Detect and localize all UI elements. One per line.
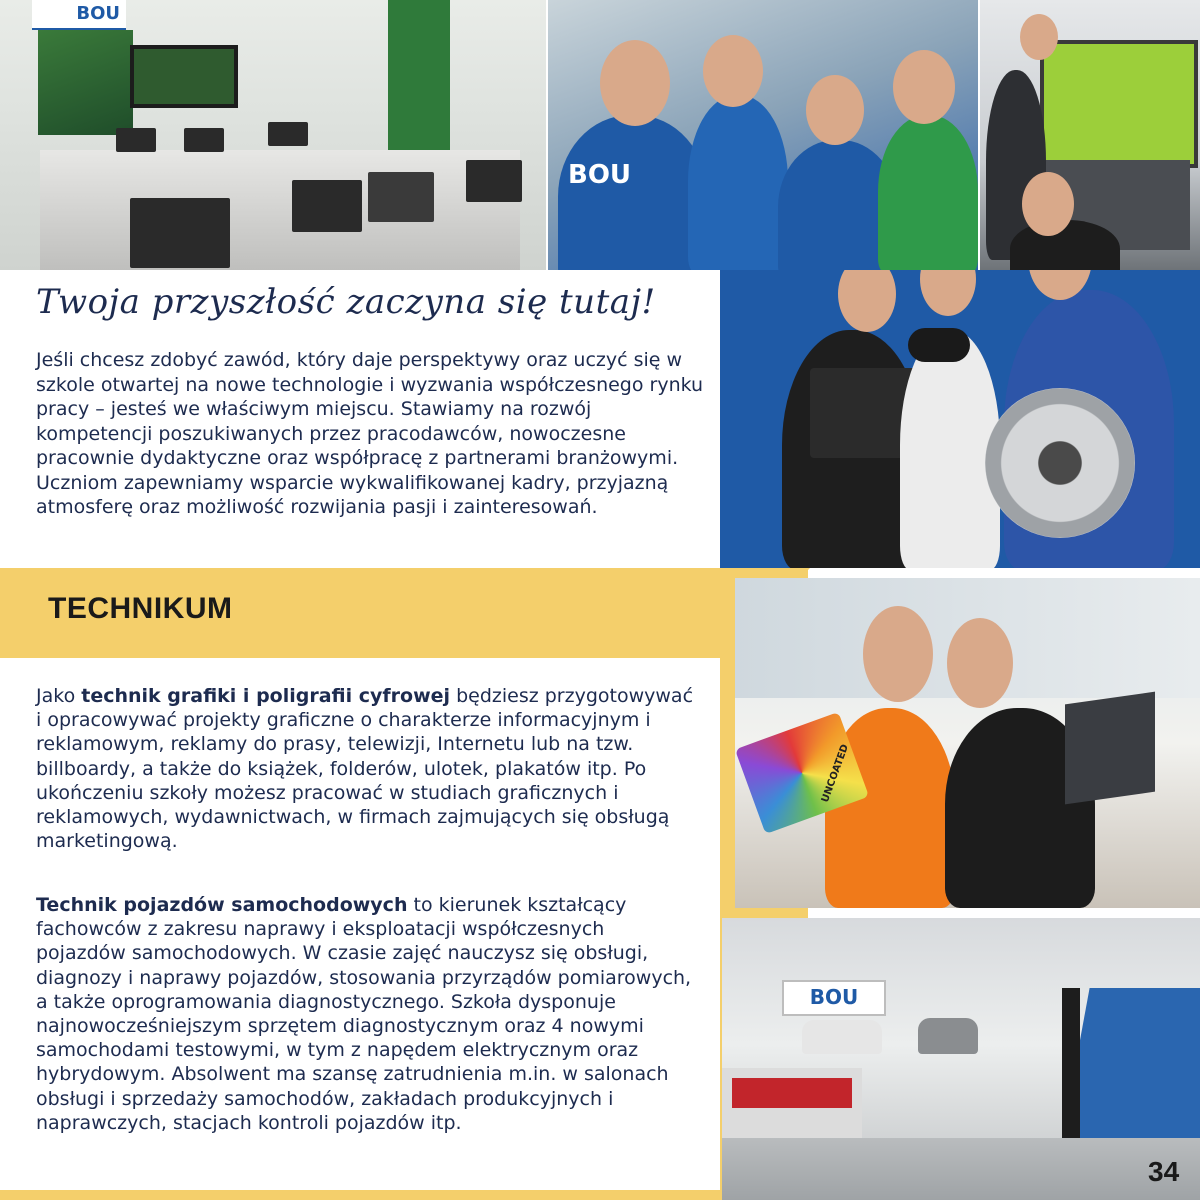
diagnostic-bench [1040,40,1198,168]
hair-dryer [908,328,970,362]
student [900,330,1000,568]
student-green-shirt [878,115,978,270]
student-head [947,618,1013,708]
graphics-technician-name: technik grafiki i poligrafii cyfrowej [81,685,451,707]
tool-cases [732,1078,852,1108]
diagnostic-stand [1062,988,1200,1138]
instructor-head [1020,14,1058,60]
student-head [893,50,955,124]
student-head [600,40,670,126]
laptop [466,160,522,202]
workshop-logo: BOU [782,980,886,1016]
school-logo: BOU [32,0,126,30]
vehicle-technician-paragraph [36,893,696,1135]
page-number: 34 [1148,1156,1180,1187]
laptop [368,172,434,222]
green-banner [38,30,133,135]
shirt-logo: BOU [568,160,632,190]
workshop-instructor-photo [980,0,1200,270]
student [688,95,788,270]
student [558,115,708,270]
section-title: TECHNIKUM [48,592,233,625]
student-head [806,75,864,145]
graphics-students-photo [735,578,1200,908]
paragraph1-text: będziesz przygotowywać i opracowywać projekty graficzne o charakterze informacyjnym i reklamowym, reklamy do prasy, telewizji, Internetu lub na tzw. billboardy, a także do książek, folderów, ulotek, plakatów itp. Po ukończeniu szkoły możesz pracować w studiach graficznych i reklamowych, wydawnictwach, w firmach zajmujących się obsługą marketingową. [36,685,694,853]
student-head [703,35,763,107]
student-head [1022,172,1074,236]
laptop [116,128,156,152]
test-car [802,1020,882,1054]
laptop [1065,692,1155,805]
graphics-technician-paragraph [36,684,696,853]
students-blue-shirts-photo [548,0,978,270]
page-number-tab [1124,1146,1200,1200]
laptop [268,122,308,146]
swatch-label: UNCOATED [819,742,852,805]
test-car [918,1018,978,1054]
wall-screen [130,45,238,108]
student-head [863,606,933,702]
wheel-rim [985,388,1135,538]
laptop [184,128,224,152]
students-with-tools-photo [720,270,1200,568]
paragraph2-text: to kierunek kształcący fachowców z zakresu naprawy i eksploatacji współczesnych pojazdów samochodowych. W czasie zajęć nauczysz się obsługi, diagnozy i naprawy pojazdów, stosowania przyrządów pomiarowych, a także oprogramowania diagnostycznego. Szkoła dysponuje najnowocześniejszym sprzętem diagnostycznym oraz 4 nowymi samochodami testowymi, w tym z napędem elektrycznym oraz hybrydowym. Absolwent ma szansę zatrudnienia m.in. w salonach obsługi i sprzedaży samochodów, zakładach produkcyjnych i naprawczych, stacjach kontroli pojazdów itp. [36,894,692,1134]
student-head [920,270,976,316]
intro-paragraph: Jeśli chcesz zdobyć zawód, który daje perspektywy oraz uczyć się w szkole otwartej na nowe technologie i wyzwania współczesnego rynku pracy – jesteś we właściwym miejscu. Stawiamy na rozwój kompetencji poszukiwanych przez pracodawców, nowoczesne pracownie dydaktyczne oraz współpracę z partnerami branżowymi. Uczniom zapewniamy wsparcie wykwalifikowanej kadry, przyjazną atmosferę oraz możliwość rozwijania pasji i zainteresowań. [36,349,704,518]
desks [40,150,520,270]
vehicle-technician-name: Technik pojazdów samochodowych [36,894,408,916]
computer-lab-photo [0,0,546,270]
laptop [292,180,362,232]
laptop [130,198,230,268]
paragraph1-prefix: Jako [36,685,82,707]
student-head [838,270,896,332]
script-title: Twoja przyszłość zaczyna się tutaj! [36,282,656,322]
